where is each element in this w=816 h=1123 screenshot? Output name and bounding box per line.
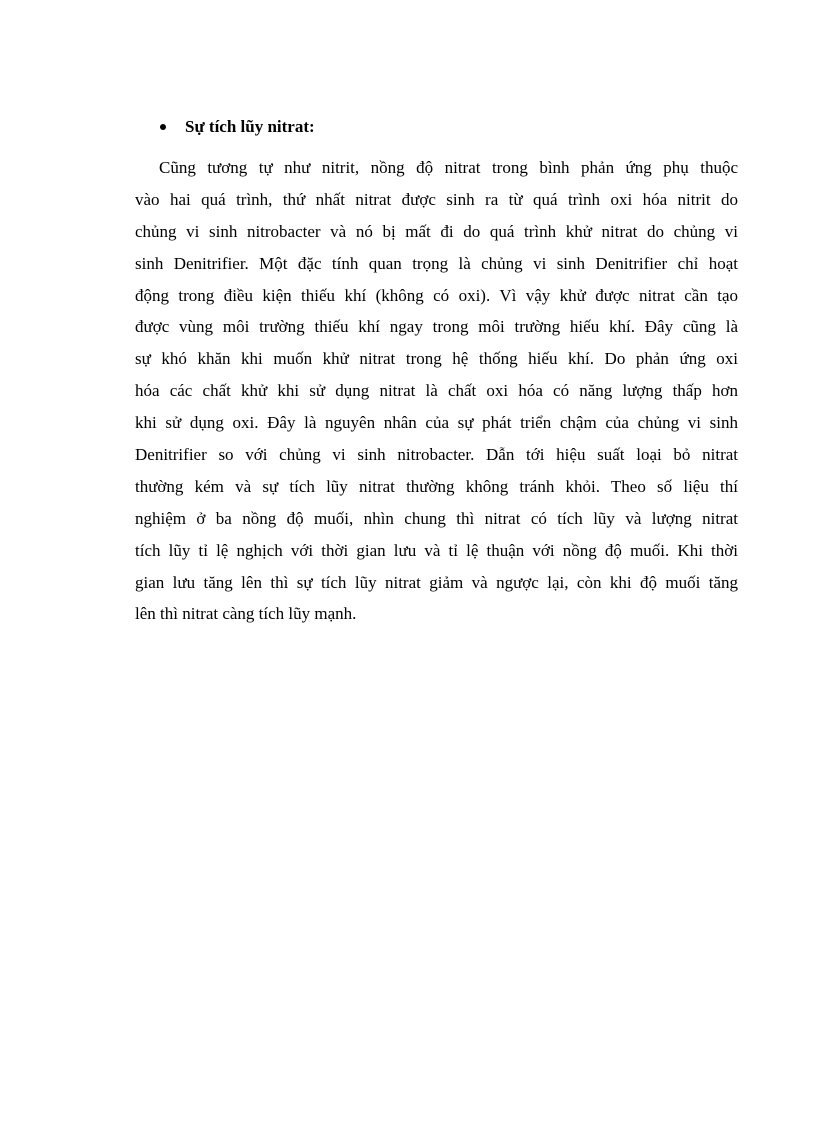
paragraph-line: hóa các chất khử khi sử dụng nitrat là chất oxi hóa có năng lượng thấp hơn [135, 381, 738, 401]
section-heading [160, 116, 315, 138]
paragraph-line: sự khó khăn khi muốn khử nitrat trong hệ thống hiếu khí. Do phản ứng oxi [135, 349, 738, 369]
bullet-icon [160, 124, 166, 130]
paragraph-line: tích lũy tỉ lệ nghịch với thời gian lưu và tỉ lệ thuận với nồng độ muối. Khi thời [135, 540, 738, 560]
paragraph-line: được vùng môi trường thiếu khí ngay trong môi trường hiếu khí. Đây cũng là [135, 317, 738, 337]
paragraph-line: vào hai quá trình, thứ nhất nitrat được sinh ra từ quá trình oxi hóa nitrit do [135, 189, 738, 209]
body-paragraph [135, 152, 738, 630]
paragraph-line: gian lưu tăng lên thì sự tích lũy nitrat giảm và ngược lại, còn khi độ muối tăng [135, 572, 738, 592]
paragraph-line: chủng vi sinh nitrobacter và nó bị mất đi do quá trình khử nitrat do chủng vi [135, 221, 738, 241]
paragraph-line: khi sử dụng oxi. Đây là nguyên nhân của sự phát triển chậm của chủng vi sinh [135, 413, 738, 433]
paragraph-line: sinh Denitrifier. Một đặc tính quan trọng là chủng vi sinh Denitrifier chỉ hoạt [135, 253, 738, 273]
paragraph-line: lên thì nitrat càng tích lũy mạnh. [135, 604, 357, 624]
paragraph-line: nghiệm ở ba nồng độ muối, nhìn chung thì nitrat có tích lũy và lượng nitrat [135, 508, 738, 528]
paragraph-line: động trong điều kiện thiếu khí (không có oxi). Vì vậy khử được nitrat cần tạo [135, 285, 738, 305]
paragraph-line: thường kém và sự tích lũy nitrat thường không tránh khỏi. Theo số liệu thí [135, 476, 738, 496]
section-heading-text: Sự tích lũy nitrat: [185, 117, 315, 136]
paragraph-line: Cũng tương tự như nitrit, nồng độ nitrat trong bình phản ứng phụ thuộc [159, 158, 738, 177]
paragraph-line: Denitrifier so với chủng vi sinh nitrobacter. Dẫn tới hiệu suất loại bỏ nitrat [135, 445, 738, 465]
